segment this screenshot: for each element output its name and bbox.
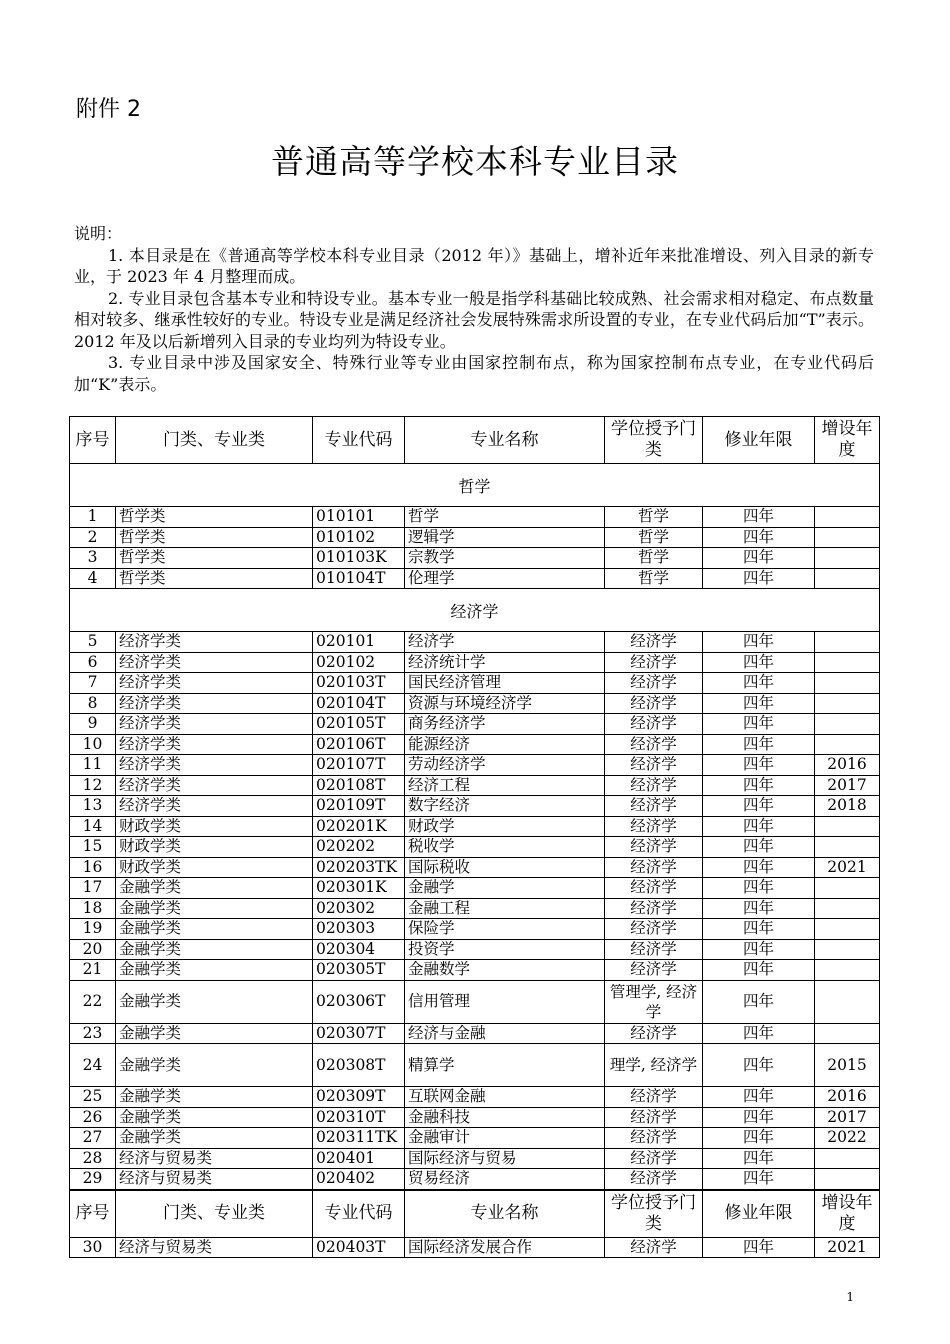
table-cell: 020109T bbox=[313, 796, 405, 817]
table-cell: 24 bbox=[70, 1044, 116, 1087]
table-cell: 金融数学 bbox=[405, 960, 605, 981]
table-cell: 2016 bbox=[815, 755, 880, 776]
table-cell: 金融工程 bbox=[405, 898, 605, 919]
table-cell: 经济学 bbox=[605, 693, 703, 714]
table-cell: 13 bbox=[70, 796, 116, 817]
table-cell bbox=[815, 507, 880, 528]
table-cell: 经济学 bbox=[405, 632, 605, 653]
table-cell: 3 bbox=[70, 548, 116, 569]
table-cell: 16 bbox=[70, 857, 116, 878]
table-cell: 经济学 bbox=[605, 878, 703, 899]
section-row bbox=[70, 589, 880, 632]
table-cell: 7 bbox=[70, 673, 116, 694]
table-cell: 四年 bbox=[703, 507, 815, 528]
table-cell: 26 bbox=[70, 1107, 116, 1128]
table-cell: 19 bbox=[70, 919, 116, 940]
table-cell: 1 bbox=[70, 507, 116, 528]
table-cell bbox=[815, 960, 880, 981]
table-cell: 经济学类 bbox=[116, 652, 313, 673]
table-row bbox=[70, 796, 880, 817]
table-row bbox=[70, 960, 880, 981]
table-cell: 伦理学 bbox=[405, 568, 605, 589]
table-cell: 8 bbox=[70, 693, 116, 714]
table-cell: 四年 bbox=[703, 755, 815, 776]
table-cell: 2017 bbox=[815, 1107, 880, 1128]
column-header: 序号 bbox=[70, 417, 116, 464]
table-cell: 经济学类 bbox=[116, 775, 313, 796]
table-cell: 5 bbox=[70, 632, 116, 653]
table-row bbox=[70, 919, 880, 940]
table-cell: 哲学 bbox=[405, 507, 605, 528]
table-cell: 25 bbox=[70, 1087, 116, 1108]
table-cell: 哲学 bbox=[605, 548, 703, 569]
table-cell: 国际税收 bbox=[405, 857, 605, 878]
table-cell: 经济与金融 bbox=[405, 1023, 605, 1044]
table-cell: 四年 bbox=[703, 1087, 815, 1108]
table-row bbox=[70, 527, 880, 548]
table-cell bbox=[815, 878, 880, 899]
table-row bbox=[70, 1023, 880, 1044]
table-cell: 010103K bbox=[313, 548, 405, 569]
table-cell: 经济学 bbox=[605, 632, 703, 653]
table-cell: 经济学 bbox=[605, 796, 703, 817]
table-cell: 管理学, 经济学 bbox=[605, 980, 703, 1023]
table-cell: 18 bbox=[70, 898, 116, 919]
table-cell: 经济学 bbox=[605, 1128, 703, 1149]
table-cell: 020302 bbox=[313, 898, 405, 919]
table-cell: 哲学 bbox=[605, 527, 703, 548]
table-cell bbox=[815, 548, 880, 569]
table-row bbox=[70, 878, 880, 899]
table-cell: 经济工程 bbox=[405, 775, 605, 796]
table-cell: 四年 bbox=[703, 693, 815, 714]
table-cell: 税收学 bbox=[405, 837, 605, 858]
table-cell: 四年 bbox=[703, 816, 815, 837]
table-cell bbox=[815, 980, 880, 1023]
table-cell: 经济学 bbox=[605, 755, 703, 776]
table-cell bbox=[815, 816, 880, 837]
table-cell bbox=[815, 837, 880, 858]
table-row bbox=[70, 568, 880, 589]
table-row bbox=[70, 1169, 880, 1190]
table-cell: 020305T bbox=[313, 960, 405, 981]
table-cell: 4 bbox=[70, 568, 116, 589]
table-cell: 21 bbox=[70, 960, 116, 981]
table-cell: 哲学 bbox=[605, 568, 703, 589]
table-cell: 精算学 bbox=[405, 1044, 605, 1087]
table-cell: 2015 bbox=[815, 1044, 880, 1087]
note-item: 2. 专业目录包含基本专业和特设专业。基本专业一般是指学科基础比较成熟、社会需求相对稳定、布点数量相对较多、继承性较好的专业。特设专业是满足经济社会发展特殊需求所设置的专业，在专业代码后加“T”表示。2012 年及以后新增列入目录的专业均列为特设专业。 bbox=[74, 288, 874, 351]
column-header: 序号 bbox=[70, 1190, 116, 1238]
table-cell: 四年 bbox=[703, 652, 815, 673]
column-header: 专业名称 bbox=[405, 417, 605, 464]
table-cell: 四年 bbox=[703, 714, 815, 735]
major-catalog-table bbox=[69, 416, 880, 1258]
table-cell: 四年 bbox=[703, 980, 815, 1023]
table-cell: 金融学类 bbox=[116, 898, 313, 919]
table-cell: 020102 bbox=[313, 652, 405, 673]
table-row bbox=[70, 980, 880, 1023]
table-cell: 金融学类 bbox=[116, 960, 313, 981]
table-cell: 四年 bbox=[703, 673, 815, 694]
table-cell: 财政学类 bbox=[116, 857, 313, 878]
table-cell: 经济学 bbox=[605, 1237, 703, 1258]
table-cell: 9 bbox=[70, 714, 116, 735]
table-cell: 四年 bbox=[703, 1148, 815, 1169]
table-cell: 2016 bbox=[815, 1087, 880, 1108]
table-cell: 四年 bbox=[703, 1023, 815, 1044]
table-row bbox=[70, 857, 880, 878]
attachment-label: 附件 2 bbox=[76, 97, 141, 122]
table-cell: 财政学 bbox=[405, 816, 605, 837]
table-cell bbox=[815, 1148, 880, 1169]
table-cell: 020303 bbox=[313, 919, 405, 940]
table-cell: 经济学 bbox=[605, 919, 703, 940]
table-cell: 2022 bbox=[815, 1128, 880, 1149]
table-cell bbox=[815, 939, 880, 960]
table-cell: 经济学类 bbox=[116, 714, 313, 735]
column-header: 修业年限 bbox=[703, 417, 815, 464]
table-header-row bbox=[70, 417, 880, 464]
table-row bbox=[70, 714, 880, 735]
table-cell: 经济学类 bbox=[116, 632, 313, 653]
table-cell: 经济与贸易类 bbox=[116, 1169, 313, 1190]
table-cell: 金融学类 bbox=[116, 1107, 313, 1128]
table-cell: 四年 bbox=[703, 1128, 815, 1149]
column-header: 学位授予门类 bbox=[605, 1190, 703, 1238]
table-cell: 经济学 bbox=[605, 1107, 703, 1128]
table-cell: 经济学 bbox=[605, 816, 703, 837]
table-cell: 经济学 bbox=[605, 714, 703, 735]
table-cell: 四年 bbox=[703, 1237, 815, 1258]
table-cell: 020108T bbox=[313, 775, 405, 796]
table-cell: 经济学 bbox=[605, 673, 703, 694]
table-row bbox=[70, 898, 880, 919]
table-cell: 财政学类 bbox=[116, 837, 313, 858]
page-number: 1 bbox=[846, 1290, 854, 1304]
table-cell: 投资学 bbox=[405, 939, 605, 960]
table-cell: 23 bbox=[70, 1023, 116, 1044]
table-cell: 经济学类 bbox=[116, 796, 313, 817]
table-cell bbox=[815, 1169, 880, 1190]
table-cell: 金融学类 bbox=[116, 1087, 313, 1108]
table-cell: 财政学类 bbox=[116, 816, 313, 837]
table-cell: 15 bbox=[70, 837, 116, 858]
table-cell: 020201K bbox=[313, 816, 405, 837]
table-cell: 四年 bbox=[703, 527, 815, 548]
table-row bbox=[70, 1044, 880, 1087]
table-cell: 经济学 bbox=[605, 1169, 703, 1190]
table-cell: 四年 bbox=[703, 734, 815, 755]
table-header-row bbox=[70, 1190, 880, 1238]
table-row bbox=[70, 652, 880, 673]
table-row bbox=[70, 837, 880, 858]
table-cell: 020311TK bbox=[313, 1128, 405, 1149]
table-cell: 020402 bbox=[313, 1169, 405, 1190]
table-cell: 宗教学 bbox=[405, 548, 605, 569]
table-cell: 四年 bbox=[703, 1107, 815, 1128]
table-cell: 020309T bbox=[313, 1087, 405, 1108]
table-cell: 11 bbox=[70, 755, 116, 776]
table-cell: 经济学 bbox=[605, 960, 703, 981]
table-cell: 10 bbox=[70, 734, 116, 755]
table-cell: 金融学类 bbox=[116, 878, 313, 899]
table-cell: 020101 bbox=[313, 632, 405, 653]
column-header: 修业年限 bbox=[703, 1190, 815, 1238]
column-header: 专业代码 bbox=[313, 417, 405, 464]
table-cell: 经济学 bbox=[605, 1148, 703, 1169]
table-cell: 经济学 bbox=[605, 837, 703, 858]
table-cell: 四年 bbox=[703, 568, 815, 589]
table-cell: 四年 bbox=[703, 857, 815, 878]
table-cell: 金融学类 bbox=[116, 1044, 313, 1087]
table-cell: 金融审计 bbox=[405, 1128, 605, 1149]
table-cell: 20 bbox=[70, 939, 116, 960]
table-cell: 020301K bbox=[313, 878, 405, 899]
table-cell: 四年 bbox=[703, 632, 815, 653]
table-cell: 金融学类 bbox=[116, 1023, 313, 1044]
table-cell: 27 bbox=[70, 1128, 116, 1149]
table-cell: 2 bbox=[70, 527, 116, 548]
table-cell: 金融科技 bbox=[405, 1107, 605, 1128]
table-cell: 020310T bbox=[313, 1107, 405, 1128]
table-cell bbox=[815, 568, 880, 589]
table-row bbox=[70, 1128, 880, 1149]
table-row bbox=[70, 693, 880, 714]
table-cell: 理学, 经济学 bbox=[605, 1044, 703, 1087]
table-cell: 国际经济发展合作 bbox=[405, 1237, 605, 1258]
column-header: 增设年度 bbox=[815, 417, 880, 464]
column-header: 专业代码 bbox=[313, 1190, 405, 1238]
table-row bbox=[70, 734, 880, 755]
table-cell: 020107T bbox=[313, 755, 405, 776]
table-row bbox=[70, 1237, 880, 1258]
table-cell: 12 bbox=[70, 775, 116, 796]
table-cell: 010102 bbox=[313, 527, 405, 548]
notes bbox=[74, 223, 874, 395]
table-cell: 国民经济管理 bbox=[405, 673, 605, 694]
table-cell: 经济学类 bbox=[116, 673, 313, 694]
table-cell bbox=[815, 1023, 880, 1044]
table-cell: 010104T bbox=[313, 568, 405, 589]
table-cell: 28 bbox=[70, 1148, 116, 1169]
table-cell: 020401 bbox=[313, 1148, 405, 1169]
table-cell: 010101 bbox=[313, 507, 405, 528]
table-row bbox=[70, 673, 880, 694]
table-cell: 020308T bbox=[313, 1044, 405, 1087]
table-row bbox=[70, 548, 880, 569]
table-cell: 经济学类 bbox=[116, 755, 313, 776]
column-header: 学位授予门类 bbox=[605, 417, 703, 464]
table-cell: 哲学类 bbox=[116, 548, 313, 569]
table-row bbox=[70, 632, 880, 653]
table-cell: 020403T bbox=[313, 1237, 405, 1258]
table-cell: 经济统计学 bbox=[405, 652, 605, 673]
table-row bbox=[70, 816, 880, 837]
table-cell: 金融学类 bbox=[116, 919, 313, 940]
table-cell: 金融学类 bbox=[116, 1128, 313, 1149]
table-cell: 四年 bbox=[703, 960, 815, 981]
table-cell bbox=[815, 693, 880, 714]
section-title: 经济学 bbox=[70, 589, 880, 632]
table-cell: 2021 bbox=[815, 1237, 880, 1258]
table-cell: 四年 bbox=[703, 1169, 815, 1190]
table-cell: 经济学 bbox=[605, 898, 703, 919]
table-row bbox=[70, 1087, 880, 1108]
table-cell: 经济学 bbox=[605, 775, 703, 796]
table-row bbox=[70, 755, 880, 776]
table-cell: 保险学 bbox=[405, 919, 605, 940]
table-cell: 四年 bbox=[703, 939, 815, 960]
table-cell bbox=[815, 898, 880, 919]
table-cell: 020105T bbox=[313, 714, 405, 735]
table-cell bbox=[815, 734, 880, 755]
table-cell: 互联网金融 bbox=[405, 1087, 605, 1108]
table-cell: 四年 bbox=[703, 548, 815, 569]
table-cell: 17 bbox=[70, 878, 116, 899]
section-title: 哲学 bbox=[70, 464, 880, 507]
table-cell: 金融学类 bbox=[116, 939, 313, 960]
table-row bbox=[70, 1148, 880, 1169]
table-cell: 020103T bbox=[313, 673, 405, 694]
page-title: 普通高等学校本科专业目录 bbox=[271, 142, 679, 181]
table-cell: 2018 bbox=[815, 796, 880, 817]
table-cell: 经济与贸易类 bbox=[116, 1148, 313, 1169]
table-cell: 资源与环境经济学 bbox=[405, 693, 605, 714]
table-cell: 商务经济学 bbox=[405, 714, 605, 735]
column-header: 增设年度 bbox=[815, 1190, 880, 1238]
table-cell: 经济学类 bbox=[116, 693, 313, 714]
table-cell: 经济学 bbox=[605, 857, 703, 878]
table-cell: 经济学类 bbox=[116, 734, 313, 755]
table-cell bbox=[815, 919, 880, 940]
table-cell: 数字经济 bbox=[405, 796, 605, 817]
table-row bbox=[70, 507, 880, 528]
table-cell: 四年 bbox=[703, 775, 815, 796]
table-cell: 四年 bbox=[703, 796, 815, 817]
table-cell: 贸易经济 bbox=[405, 1169, 605, 1190]
table-cell: 经济学 bbox=[605, 734, 703, 755]
notes-heading: 说明： bbox=[74, 224, 123, 243]
table-cell bbox=[815, 714, 880, 735]
table-cell: 020202 bbox=[313, 837, 405, 858]
table-cell: 020203TK bbox=[313, 857, 405, 878]
note-item: 1. 本目录是在《普通高等学校本科专业目录（2012 年）》基础上，增补近年来批准增设、列入目录的新专业，于 2023 年 4 月整理而成。 bbox=[74, 245, 874, 286]
table-cell: 经济学 bbox=[605, 939, 703, 960]
table-cell: 国际经济与贸易 bbox=[405, 1148, 605, 1169]
table-cell: 2021 bbox=[815, 857, 880, 878]
table-row bbox=[70, 939, 880, 960]
table-cell: 22 bbox=[70, 980, 116, 1023]
table-cell: 四年 bbox=[703, 919, 815, 940]
table-cell: 逻辑学 bbox=[405, 527, 605, 548]
table-cell: 020306T bbox=[313, 980, 405, 1023]
table-cell: 金融学类 bbox=[116, 980, 313, 1023]
column-header: 门类、专业类 bbox=[116, 1190, 313, 1238]
table-cell: 劳动经济学 bbox=[405, 755, 605, 776]
table-cell: 经济学 bbox=[605, 1023, 703, 1044]
table-cell: 6 bbox=[70, 652, 116, 673]
table-cell: 四年 bbox=[703, 878, 815, 899]
table-cell: 14 bbox=[70, 816, 116, 837]
table-cell: 020106T bbox=[313, 734, 405, 755]
table-cell: 020304 bbox=[313, 939, 405, 960]
table-cell: 金融学 bbox=[405, 878, 605, 899]
table-cell: 四年 bbox=[703, 837, 815, 858]
table-cell bbox=[815, 673, 880, 694]
table-cell: 30 bbox=[70, 1237, 116, 1258]
table-cell: 哲学类 bbox=[116, 507, 313, 528]
note-item: 3. 专业目录中涉及国家安全、特殊行业等专业由国家控制布点，称为国家控制布点专业，在专业代码后加“K”表示。 bbox=[74, 353, 874, 394]
section-row bbox=[70, 464, 880, 507]
table-cell bbox=[815, 527, 880, 548]
table-cell: 经济与贸易类 bbox=[116, 1237, 313, 1258]
table-cell bbox=[815, 632, 880, 653]
table-cell: 四年 bbox=[703, 1044, 815, 1087]
table-cell: 哲学类 bbox=[116, 568, 313, 589]
table-cell bbox=[815, 652, 880, 673]
table-cell: 信用管理 bbox=[405, 980, 605, 1023]
column-header: 专业名称 bbox=[405, 1190, 605, 1238]
column-header: 门类、专业类 bbox=[116, 417, 313, 464]
table-cell: 2017 bbox=[815, 775, 880, 796]
table-cell: 四年 bbox=[703, 898, 815, 919]
table-cell: 哲学 bbox=[605, 507, 703, 528]
table-cell: 020104T bbox=[313, 693, 405, 714]
table-cell: 020307T bbox=[313, 1023, 405, 1044]
table-cell: 哲学类 bbox=[116, 527, 313, 548]
table-cell: 经济学 bbox=[605, 652, 703, 673]
table-cell: 经济学 bbox=[605, 1087, 703, 1108]
table-row bbox=[70, 1107, 880, 1128]
table-row bbox=[70, 775, 880, 796]
table-cell: 能源经济 bbox=[405, 734, 605, 755]
table-cell: 29 bbox=[70, 1169, 116, 1190]
